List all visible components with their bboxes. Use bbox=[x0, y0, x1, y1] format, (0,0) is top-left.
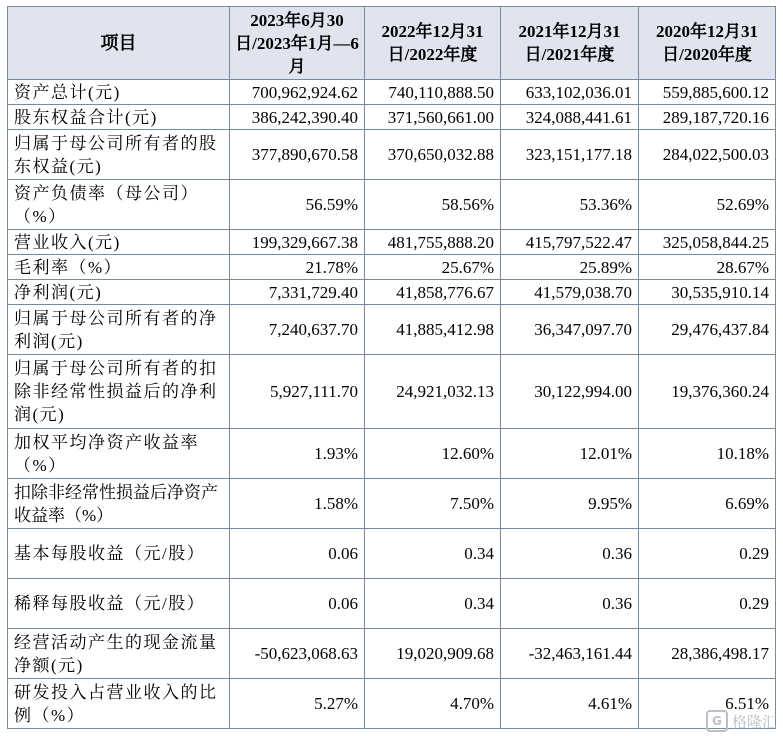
watermark bbox=[706, 710, 777, 732]
row-label: 股东权益合计(元) bbox=[8, 105, 230, 130]
cell-value: -50,623,068.63 bbox=[230, 629, 365, 679]
header-period-2023h1: 2023年6月30日/2023年1月—6月 bbox=[230, 7, 365, 80]
cell-value: 0.36 bbox=[501, 579, 639, 629]
watermark-logo-icon: G bbox=[706, 710, 728, 732]
row-label: 加权平均净资产收益率（%） bbox=[8, 429, 230, 479]
cell-value: 1.93% bbox=[230, 429, 365, 479]
cell-value: 52.69% bbox=[639, 180, 776, 230]
cell-value: 12.60% bbox=[365, 429, 501, 479]
table-row bbox=[8, 629, 776, 679]
header-item: 项目 bbox=[8, 7, 230, 80]
cell-value: 7.50% bbox=[365, 479, 501, 529]
table-row bbox=[8, 255, 776, 280]
cell-value: 740,110,888.50 bbox=[365, 80, 501, 105]
cell-value: 7,240,637.70 bbox=[230, 305, 365, 355]
financial-data-table bbox=[7, 6, 776, 729]
cell-value: 58.56% bbox=[365, 180, 501, 230]
row-label: 归属于母公司所有者的扣除非经常性损益后的净利润(元) bbox=[8, 355, 230, 429]
cell-value: 370,650,032.88 bbox=[365, 130, 501, 180]
cell-value: 21.78% bbox=[230, 255, 365, 280]
table-row bbox=[8, 230, 776, 255]
cell-value: 30,122,994.00 bbox=[501, 355, 639, 429]
table-row bbox=[8, 355, 776, 429]
header-period-2022: 2022年12月31日/2022年度 bbox=[365, 7, 501, 80]
cell-value: 284,022,500.03 bbox=[639, 130, 776, 180]
row-label: 资产负债率（母公司）（%） bbox=[8, 180, 230, 230]
table-row bbox=[8, 280, 776, 305]
cell-value: 323,151,177.18 bbox=[501, 130, 639, 180]
header-period-2021: 2021年12月31日/2021年度 bbox=[501, 7, 639, 80]
cell-value: 4.70% bbox=[365, 679, 501, 729]
cell-value: 28.67% bbox=[639, 255, 776, 280]
cell-value: 25.89% bbox=[501, 255, 639, 280]
cell-value: 1.58% bbox=[230, 479, 365, 529]
cell-value: 415,797,522.47 bbox=[501, 230, 639, 255]
table-row bbox=[8, 429, 776, 479]
cell-value: 53.36% bbox=[501, 180, 639, 230]
cell-value: 324,088,441.61 bbox=[501, 105, 639, 130]
cell-value: 28,386,498.17 bbox=[639, 629, 776, 679]
cell-value: 371,560,661.00 bbox=[365, 105, 501, 130]
table-row bbox=[8, 479, 776, 529]
table-row bbox=[8, 305, 776, 355]
table-row bbox=[8, 80, 776, 105]
table-header bbox=[8, 7, 776, 80]
row-label: 研发投入占营业收入的比例（%） bbox=[8, 679, 230, 729]
cell-value: -32,463,161.44 bbox=[501, 629, 639, 679]
cell-value: 29,476,437.84 bbox=[639, 305, 776, 355]
row-label: 扣除非经常性损益后净资产收益率（%） bbox=[8, 479, 230, 529]
cell-value: 6.69% bbox=[639, 479, 776, 529]
cell-value: 25.67% bbox=[365, 255, 501, 280]
cell-value: 633,102,036.01 bbox=[501, 80, 639, 105]
cell-value: 24,921,032.13 bbox=[365, 355, 501, 429]
table-body bbox=[8, 80, 776, 729]
cell-value: 0.36 bbox=[501, 529, 639, 579]
cell-value: 0.29 bbox=[639, 579, 776, 629]
row-label: 营业收入(元) bbox=[8, 230, 230, 255]
row-label: 稀释每股收益（元/股） bbox=[8, 579, 230, 629]
cell-value: 700,962,924.62 bbox=[230, 80, 365, 105]
cell-value: 10.18% bbox=[639, 429, 776, 479]
row-label: 资产总计(元) bbox=[8, 80, 230, 105]
cell-value: 56.59% bbox=[230, 180, 365, 230]
table-row bbox=[8, 579, 776, 629]
table-row bbox=[8, 679, 776, 729]
cell-value: 30,535,910.14 bbox=[639, 280, 776, 305]
cell-value: 0.06 bbox=[230, 529, 365, 579]
row-label: 归属于母公司所有者的股东权益(元) bbox=[8, 130, 230, 180]
cell-value: 5,927,111.70 bbox=[230, 355, 365, 429]
cell-value: 481,755,888.20 bbox=[365, 230, 501, 255]
table-row bbox=[8, 529, 776, 579]
cell-value: 559,885,600.12 bbox=[639, 80, 776, 105]
cell-value: 41,858,776.67 bbox=[365, 280, 501, 305]
header-period-2020: 2020年12月31日/2020年度 bbox=[639, 7, 776, 80]
row-label: 归属于母公司所有者的净利润(元) bbox=[8, 305, 230, 355]
row-label: 经营活动产生的现金流量净额(元) bbox=[8, 629, 230, 679]
cell-value: 0.34 bbox=[365, 529, 501, 579]
cell-value: 6.51% bbox=[639, 679, 776, 729]
cell-value: 19,020,909.68 bbox=[365, 629, 501, 679]
cell-value: 377,890,670.58 bbox=[230, 130, 365, 180]
cell-value: 199,329,667.38 bbox=[230, 230, 365, 255]
financial-table-wrapper bbox=[7, 6, 776, 729]
cell-value: 0.06 bbox=[230, 579, 365, 629]
row-label: 基本每股收益（元/股） bbox=[8, 529, 230, 579]
row-label: 净利润(元) bbox=[8, 280, 230, 305]
cell-value: 12.01% bbox=[501, 429, 639, 479]
cell-value: 0.34 bbox=[365, 579, 501, 629]
cell-value: 386,242,390.40 bbox=[230, 105, 365, 130]
table-row bbox=[8, 180, 776, 230]
table-row bbox=[8, 130, 776, 180]
cell-value: 19,376,360.24 bbox=[639, 355, 776, 429]
cell-value: 9.95% bbox=[501, 479, 639, 529]
cell-value: 7,331,729.40 bbox=[230, 280, 365, 305]
watermark-text: 格隆汇 bbox=[731, 712, 777, 731]
cell-value: 289,187,720.16 bbox=[639, 105, 776, 130]
row-label: 毛利率（%） bbox=[8, 255, 230, 280]
cell-value: 4.61% bbox=[501, 679, 639, 729]
cell-value: 325,058,844.25 bbox=[639, 230, 776, 255]
cell-value: 41,579,038.70 bbox=[501, 280, 639, 305]
cell-value: 5.27% bbox=[230, 679, 365, 729]
cell-value: 41,885,412.98 bbox=[365, 305, 501, 355]
cell-value: 36,347,097.70 bbox=[501, 305, 639, 355]
cell-value: 0.29 bbox=[639, 529, 776, 579]
table-row bbox=[8, 105, 776, 130]
